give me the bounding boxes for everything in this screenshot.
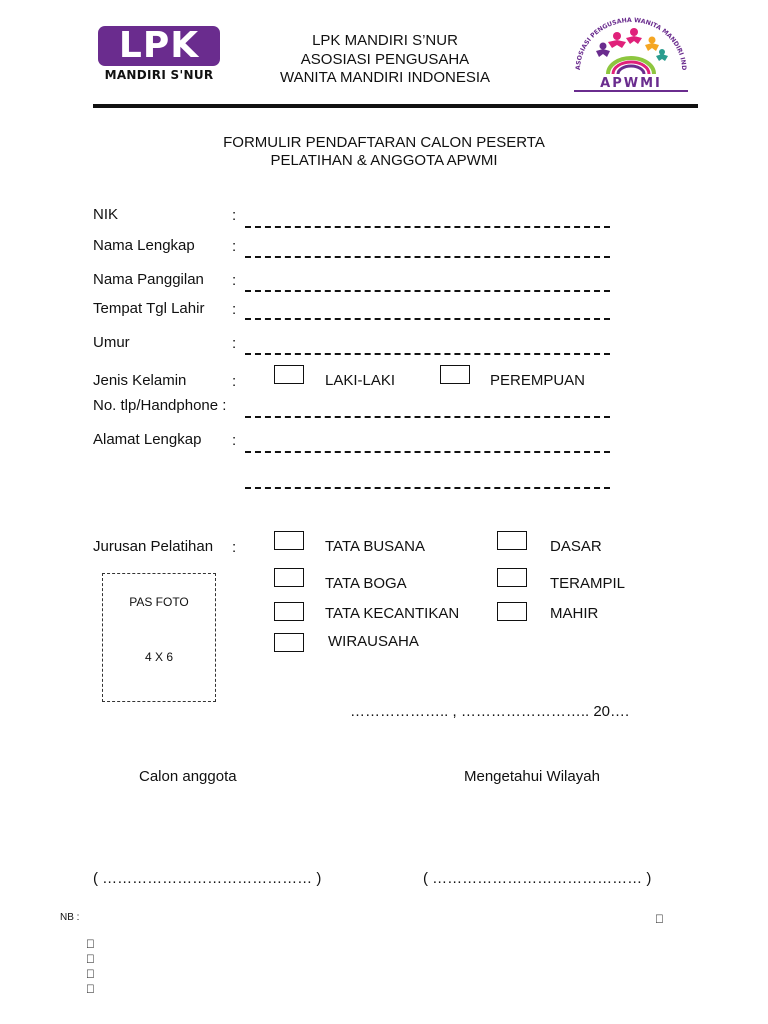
- option-mahir: MAHIR: [550, 605, 599, 622]
- colon-nama-panggilan: :: [232, 272, 237, 289]
- form-title-line-2: PELATIHAN & ANGGOTA APWMI: [270, 152, 498, 169]
- input-nama-panggilan[interactable]: [245, 290, 610, 292]
- signature-right-line: ( …………………………………… ): [423, 870, 652, 887]
- label-umur: Umur: [93, 334, 130, 351]
- signature-right-label: Mengetahui Wilayah: [464, 768, 600, 785]
- signature-left-line: ( …………………………………… ): [93, 870, 322, 887]
- label-tempat-tgl-lahir: Tempat Tgl Lahir: [93, 300, 205, 317]
- label-nama-lengkap: Nama Lengkap: [93, 237, 195, 254]
- option-dasar: DASAR: [550, 538, 602, 555]
- nb-bullet-glyph: [86, 937, 95, 951]
- form-title-line-1: FORMULIR PENDAFTARAN CALON PESERTA: [223, 134, 545, 151]
- date-line: ……………….. , …………………….. 20….: [350, 703, 630, 720]
- colon-nama-lengkap: :: [232, 238, 237, 255]
- lpk-logo-subtitle: MANDIRI S'NUR: [104, 68, 214, 82]
- colon-jurusan: :: [232, 539, 237, 556]
- checkbox-wirausaha[interactable]: [274, 633, 304, 652]
- label-nik: NIK: [93, 206, 119, 223]
- label-jurusan: Jurusan Pelatihan: [93, 538, 214, 555]
- option-tata-boga: TATA BOGA: [325, 575, 407, 592]
- colon-nik: :: [232, 207, 237, 224]
- option-terampil: TERAMPIL: [550, 575, 626, 592]
- checkbox-tata-busana[interactable]: [274, 531, 304, 550]
- nb-label: NB :: [60, 912, 80, 923]
- photo-size: 4 X 6: [144, 650, 174, 664]
- input-alamat-line-1[interactable]: [245, 451, 610, 453]
- org-line-1: LPK MANDIRI S’NUR: [312, 32, 458, 49]
- photo-label: PAS FOTO: [129, 595, 189, 609]
- apwmi-logo-text: APWMI: [600, 76, 662, 91]
- option-tata-busana: TATA BUSANA: [325, 538, 426, 555]
- option-perempuan: PEREMPUAN: [490, 372, 586, 389]
- checkbox-tata-kecantikan[interactable]: [274, 602, 304, 621]
- lpk-logo: [96, 26, 222, 84]
- input-nik[interactable]: [245, 226, 610, 228]
- photo-placeholder: [102, 573, 216, 702]
- checkbox-tata-boga[interactable]: [274, 568, 304, 587]
- label-jenis-kelamin: Jenis Kelamin: [93, 372, 187, 389]
- option-tata-kecantikan: TATA KECANTIKAN: [325, 605, 460, 622]
- input-umur[interactable]: [245, 353, 610, 355]
- label-alamat: Alamat Lengkap: [93, 431, 202, 448]
- form-title: [180, 134, 588, 170]
- nb-bullet-glyph: [655, 912, 664, 926]
- header-divider: [93, 104, 698, 108]
- nb-bullet-glyph: [86, 967, 95, 981]
- colon-jenis-kelamin: :: [232, 373, 237, 390]
- apwmi-logo: [570, 12, 692, 94]
- label-no-tlp: No. tlp/Handphone :: [93, 397, 227, 414]
- option-laki-laki: LAKI-LAKI: [325, 372, 396, 389]
- checkbox-perempuan[interactable]: [440, 365, 470, 384]
- organization-header: [250, 32, 520, 88]
- nb-bullet-glyph: [86, 982, 95, 996]
- checkbox-laki-laki[interactable]: [274, 365, 304, 384]
- input-nama-lengkap[interactable]: [245, 256, 610, 258]
- checkbox-terampil[interactable]: [497, 568, 527, 587]
- colon-umur: :: [232, 335, 237, 352]
- signature-left-label: Calon anggota: [139, 768, 237, 785]
- colon-alamat: :: [232, 432, 237, 449]
- nb-bullet-glyph: [86, 952, 95, 966]
- apwmi-logo-graphic: [570, 12, 692, 94]
- label-nama-panggilan: Nama Panggilan: [93, 271, 204, 288]
- checkbox-mahir[interactable]: [497, 602, 527, 621]
- org-line-2: ASOSIASI PENGUSAHA: [300, 50, 470, 68]
- colon-tempat-tgl-lahir: :: [232, 301, 237, 318]
- checkbox-dasar[interactable]: [497, 531, 527, 550]
- apwmi-arc-text: ASOSIASI PENGUSAHA WANITA MANDIRI IND: [574, 16, 688, 71]
- lpk-logo-mark: LPK: [98, 26, 220, 66]
- input-no-tlp[interactable]: [245, 416, 610, 418]
- input-alamat-line-2[interactable]: [245, 487, 610, 489]
- input-tempat-tgl-lahir[interactable]: [245, 318, 610, 320]
- option-wirausaha: WIRAUSAHA: [328, 633, 419, 650]
- org-line-3: WANITA MANDIRI INDONESIA: [279, 69, 490, 86]
